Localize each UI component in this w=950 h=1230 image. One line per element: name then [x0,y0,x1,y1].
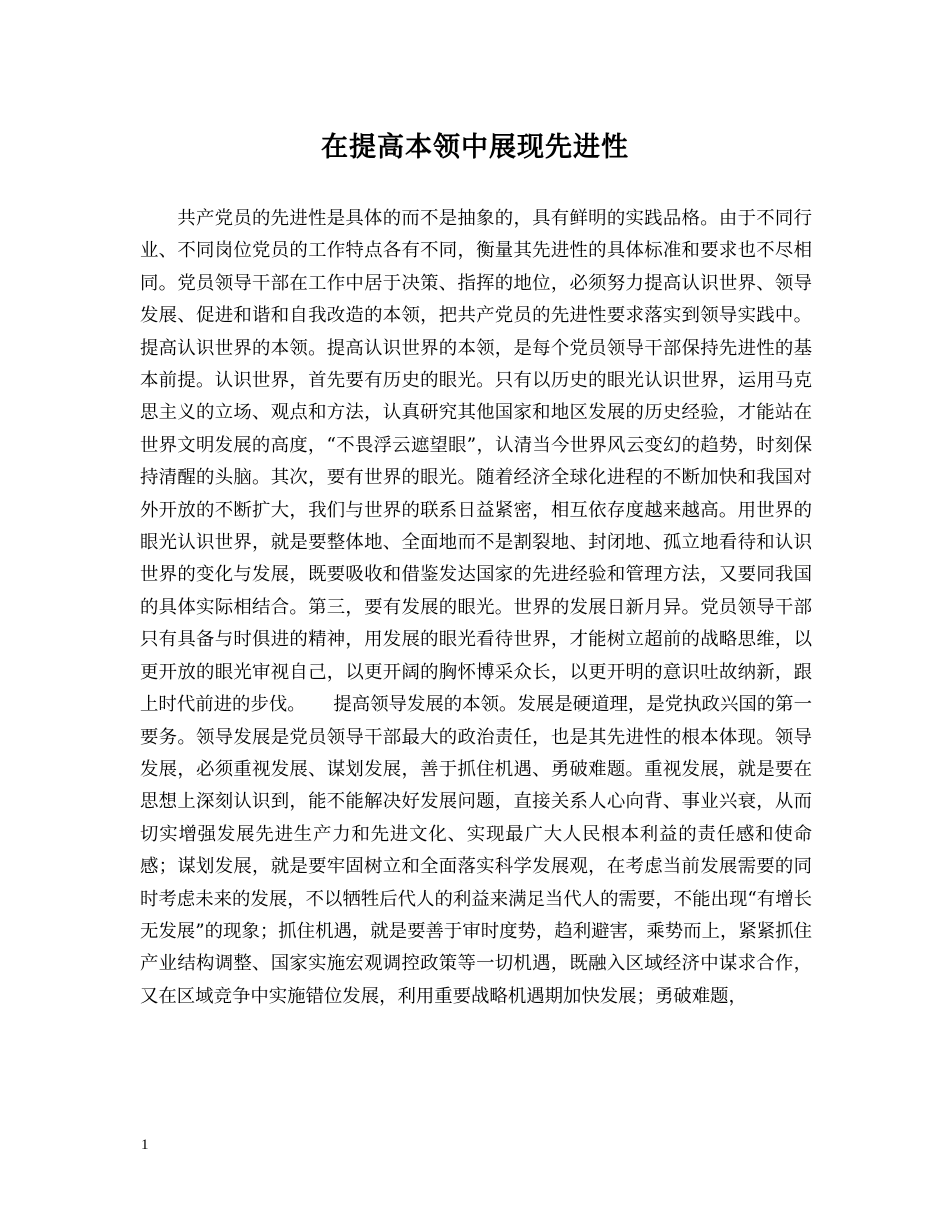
page-number: 1 [141,1137,149,1153]
document-title: 在提高本领中展现先进性 [321,132,629,163]
body-paragraph [140,203,812,1013]
body-text: 共产党员的先进性是具体的而不是抽象的，具有鲜明的实践品格。由于不同行业、不同岗位党员的工作特点各有不同，衡量其先进性的具体标准和要求也不尽相同。党员领导干部在工作中居于决策、指挥的地位，必须努力提高认识世界、领导发展、促进和谐和自我改造的本领，把共产党员的先进性要求落实到领导实践中。提高认识世界的本领。提高认识世界的本领，是每个党员领导干部保持先进性的基本前提。认识世界，首先要有历史的眼光。只有以历史的眼光认识世界，运用马克思主义的立场、观点和方法，认真研究其他国家和地区发展的历史经验，才能站在世界文明发展的高度，“不畏浮云遮望眼”，认清当今世界风云变幻的趋势，时刻保持清醒的头脑。其次，要有世界的眼光。随着经济全球化进程的不断加快和我国对外开放的不断扩大，我们与世界的联系日益紧密，相互依存度越来越高。用世界的眼光认识世界，就是要整体地、全面地而不是割裂地、封闭地、孤立地看待和认识世界的变化与发展，既要吸收和借鉴发达国家的先进经验和管理方法，又要同我国的具体实际相结合。第三，要有发展的眼光。世界的发展日新月异。党员领导干部只有具备与时俱进的精神，用发展的眼光看待世界，才能树立超前的战略思维，以更开放的眼光审视自己，以更开阔的胸怀博采众长，以更开明的意识吐故纳新，跟上时代前进的步伐。 提高领导发展的本领。发展是硬道理，是党执政兴国的第一要务。领导发展是党员领导干部最大的政治责任，也是其先进性的根本体现。领导发展，必须重视发展、谋划发展，善于抓住机遇、勇破难题。重视发展，就是要在思想上深刻认识到，能不能解决好发展问题，直接关系人心向背、事业兴衰，从而切实增强发展先进生产力和先进文化、实现最广大人民根本利益的责任感和使命感；谋划发展，就是要牢固树立和全面落实科学发展观，在考虑当前发展需要的同时考虑未来的发展，不以牺牲后代人的利益来满足当代人的需要，不能出现“有增长无发展”的现象；抓住机遇，就是要善于审时度势，趋利避害，乘势而上，紧紧抓住产业结构调整、国家实施宏观调控政策等一切机遇，既融入区域经济中谋求合作，又在区域竞争中实施错位发展，利用重要战略机遇期加快发展；勇破难题， [140,208,812,1007]
